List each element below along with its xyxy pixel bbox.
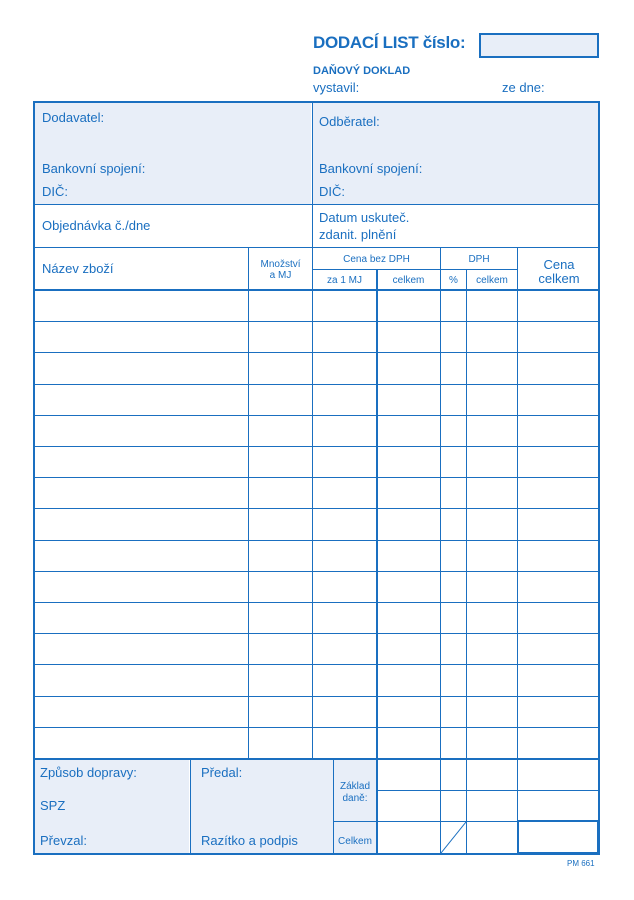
column-header-vat-total: celkem bbox=[476, 275, 508, 286]
table-row-line bbox=[35, 352, 598, 353]
customer-label: Odběratel: bbox=[319, 114, 380, 129]
bank-account-right-label: Bankovní spojení: bbox=[319, 161, 423, 176]
table-row-line bbox=[35, 446, 598, 447]
table-row-line bbox=[35, 664, 598, 665]
diagonal-slash-icon bbox=[441, 822, 466, 853]
column-header-vat: DPH bbox=[468, 254, 490, 265]
divider bbox=[377, 790, 598, 791]
bank-account-left-label: Bankovní spojení: bbox=[42, 161, 146, 176]
dic-right-label: DIČ: bbox=[319, 184, 345, 199]
tax-document-label: DAŇOVÝ DOKLAD bbox=[313, 65, 411, 77]
column-header-per-unit: za 1 MJ bbox=[326, 275, 362, 286]
table-header-divider bbox=[35, 289, 598, 291]
column-header-item-name: Název zboží bbox=[42, 261, 114, 276]
handed-over-label: Předal: bbox=[201, 765, 243, 780]
dic-left-label: DIČ: bbox=[42, 184, 68, 199]
table-row-line bbox=[35, 602, 598, 603]
table-row-line bbox=[35, 727, 598, 728]
stamp-signature-label: Razítko a podpis bbox=[201, 833, 298, 848]
table-row-line bbox=[35, 633, 598, 634]
column-line bbox=[440, 248, 441, 853]
document-title: DODACÍ LIST číslo: bbox=[313, 33, 466, 52]
column-header-quantity-line2: a MJ bbox=[269, 270, 292, 281]
received-by-label: Převzal: bbox=[40, 833, 87, 848]
taxable-date-label-line2: zdanit. plnění bbox=[319, 227, 397, 242]
divider bbox=[312, 103, 313, 247]
form-code: PM 661 bbox=[567, 859, 595, 868]
column-header-quantity-line1: Množství bbox=[260, 259, 301, 270]
divider bbox=[313, 269, 517, 270]
grand-total-field[interactable] bbox=[517, 820, 599, 854]
document-number-field[interactable] bbox=[479, 33, 599, 58]
issued-by-label: vystavil: bbox=[313, 80, 360, 95]
transport-method-label: Způsob dopravy: bbox=[40, 765, 137, 780]
table-row-line bbox=[35, 321, 598, 322]
table-row-line bbox=[35, 384, 598, 385]
column-header-vat-percent: % bbox=[449, 275, 458, 286]
column-header-sum-line2: celkem bbox=[538, 271, 580, 286]
table-row-line bbox=[35, 696, 598, 697]
table-row-line bbox=[35, 540, 598, 541]
column-line bbox=[248, 248, 249, 758]
column-header-sum-line1: Cena bbox=[543, 257, 575, 272]
tax-base-label-line2: daně: bbox=[342, 793, 368, 804]
column-header-price-excl-vat: Cena bez DPH bbox=[343, 254, 410, 265]
divider bbox=[190, 759, 191, 853]
divider bbox=[35, 204, 598, 205]
tax-base-label-line1: Základ bbox=[339, 781, 370, 792]
column-line bbox=[312, 248, 313, 758]
table-row-line bbox=[35, 477, 598, 478]
column-line bbox=[466, 269, 467, 853]
divider bbox=[35, 247, 598, 248]
supplier-label: Dodavatel: bbox=[42, 110, 105, 125]
table-row-line bbox=[35, 571, 598, 572]
table-row-line bbox=[35, 415, 598, 416]
taxable-date-label-line1: Datum uskuteč. bbox=[319, 210, 410, 225]
table-row-line bbox=[35, 508, 598, 509]
date-label: ze dne: bbox=[502, 80, 545, 95]
total-label: Celkem bbox=[338, 836, 372, 847]
column-header-price-total: celkem bbox=[392, 275, 425, 286]
plate-number-label: SPZ bbox=[40, 798, 66, 813]
order-label: Objednávka č./dne bbox=[42, 218, 151, 233]
column-line bbox=[517, 248, 518, 853]
table-footer-divider bbox=[35, 758, 598, 760]
column-line bbox=[376, 269, 378, 853]
